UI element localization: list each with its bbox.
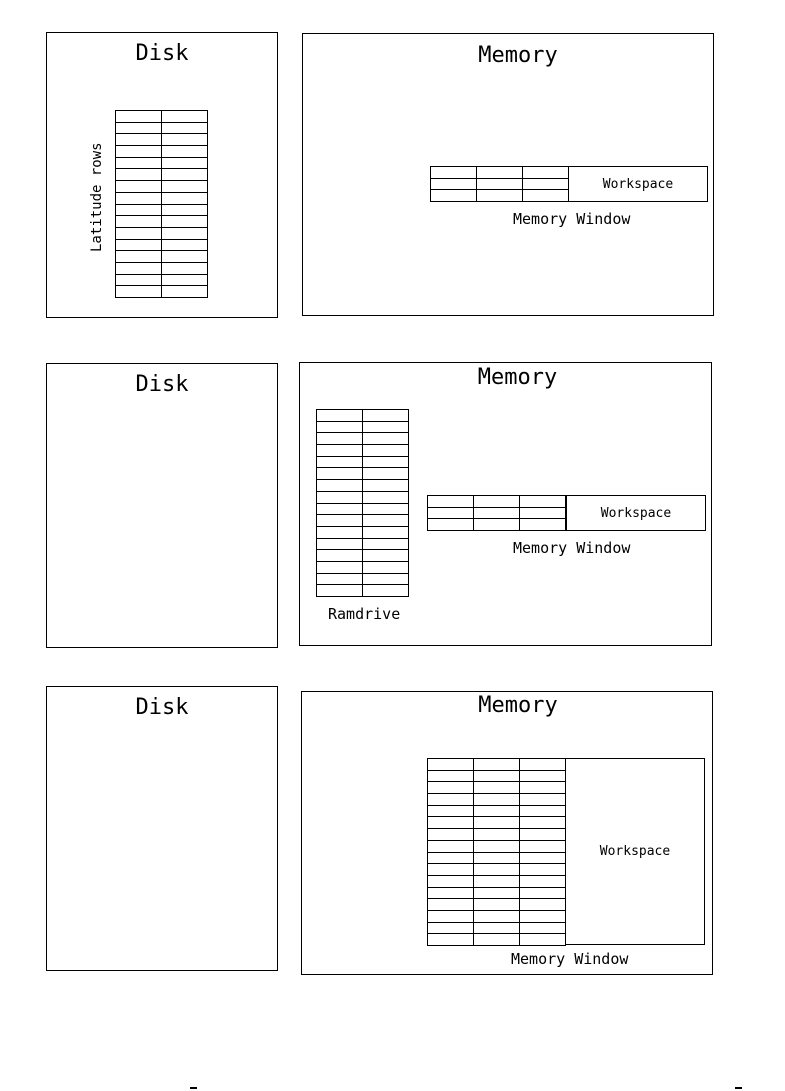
grid-cell bbox=[317, 585, 363, 597]
grid-row bbox=[116, 204, 208, 216]
grid-cell bbox=[162, 227, 208, 239]
grid-cell bbox=[317, 491, 363, 503]
disk-title-1: Disk bbox=[135, 41, 189, 66]
grid-cell bbox=[474, 507, 520, 519]
grid-row bbox=[317, 421, 409, 433]
grid-cell bbox=[474, 829, 520, 841]
memory-window-grid-3 bbox=[427, 758, 566, 946]
grid-cell bbox=[317, 573, 363, 585]
grid-cell bbox=[363, 421, 409, 433]
grid-cell bbox=[428, 496, 474, 508]
grid-cell bbox=[162, 134, 208, 146]
grid-cell bbox=[363, 433, 409, 445]
grid-row bbox=[317, 561, 409, 573]
grid-cell bbox=[474, 519, 520, 531]
grid-cell bbox=[363, 526, 409, 538]
grid-cell bbox=[116, 157, 162, 169]
memory-box-1 bbox=[302, 33, 714, 316]
grid-cell bbox=[162, 262, 208, 274]
grid-cell bbox=[116, 262, 162, 274]
grid-row bbox=[428, 519, 566, 531]
grid-cell bbox=[428, 910, 474, 922]
grid-row bbox=[317, 515, 409, 527]
grid-row bbox=[317, 585, 409, 597]
grid-row bbox=[317, 445, 409, 457]
grid-row bbox=[116, 274, 208, 286]
latitude-rows-label: Latitude rows bbox=[89, 142, 105, 252]
grid-cell bbox=[363, 445, 409, 457]
grid-row bbox=[428, 770, 566, 782]
grid-row bbox=[428, 875, 566, 887]
grid-cell bbox=[428, 887, 474, 899]
grid-cell bbox=[520, 507, 566, 519]
grid-row bbox=[428, 805, 566, 817]
grid-row bbox=[116, 216, 208, 228]
grid-row bbox=[317, 526, 409, 538]
grid-cell bbox=[116, 216, 162, 228]
ramdrive-label: Ramdrive bbox=[328, 605, 401, 623]
workspace-box-2 bbox=[566, 495, 706, 531]
grid-cell bbox=[363, 561, 409, 573]
grid-row bbox=[428, 934, 566, 946]
grid-cell bbox=[474, 805, 520, 817]
grid-cell bbox=[428, 899, 474, 911]
grid-cell bbox=[474, 794, 520, 806]
grid-cell bbox=[428, 922, 474, 934]
grid-cell bbox=[317, 480, 363, 492]
grid-row bbox=[431, 178, 569, 190]
grid-cell bbox=[523, 190, 569, 202]
grid-cell bbox=[363, 491, 409, 503]
grid-row bbox=[116, 262, 208, 274]
grid-cell bbox=[317, 561, 363, 573]
workspace-box-1 bbox=[568, 166, 708, 202]
grid-cell bbox=[428, 794, 474, 806]
memory-window-grid-2 bbox=[427, 495, 566, 531]
grid-cell bbox=[116, 111, 162, 123]
grid-row bbox=[116, 251, 208, 263]
grid-cell bbox=[428, 519, 474, 531]
grid-row bbox=[116, 134, 208, 146]
grid-cell bbox=[520, 864, 566, 876]
grid-cell bbox=[116, 239, 162, 251]
workspace-label-2: Workspace bbox=[600, 505, 672, 521]
disk-title-2: Disk bbox=[135, 372, 189, 397]
grid-cell bbox=[474, 899, 520, 911]
grid-cell bbox=[428, 829, 474, 841]
grid-row bbox=[116, 111, 208, 123]
grid-cell bbox=[363, 550, 409, 562]
grid-cell bbox=[162, 286, 208, 298]
grid-cell bbox=[317, 503, 363, 515]
latitude-rows-grid-1 bbox=[115, 110, 208, 298]
grid-cell bbox=[474, 910, 520, 922]
grid-row bbox=[428, 864, 566, 876]
grid-cell bbox=[474, 922, 520, 934]
memory-window-label-3: Memory Window bbox=[511, 950, 629, 968]
grid-row bbox=[116, 227, 208, 239]
grid-cell bbox=[474, 496, 520, 508]
grid-cell bbox=[474, 759, 520, 771]
grid-cell bbox=[162, 192, 208, 204]
grid-row bbox=[428, 852, 566, 864]
grid-cell bbox=[431, 190, 477, 202]
grid-row bbox=[431, 167, 569, 179]
grid-cell bbox=[317, 410, 363, 422]
grid-cell bbox=[162, 274, 208, 286]
grid-cell bbox=[317, 515, 363, 527]
ramdrive-grid bbox=[316, 409, 409, 597]
grid-row bbox=[428, 829, 566, 841]
grid-cell bbox=[477, 190, 523, 202]
grid-cell bbox=[520, 934, 566, 946]
grid-cell bbox=[116, 181, 162, 193]
grid-cell bbox=[162, 111, 208, 123]
grid-row bbox=[116, 146, 208, 158]
workspace-label-3: Workspace bbox=[599, 844, 671, 859]
grid-cell bbox=[116, 227, 162, 239]
grid-cell bbox=[428, 864, 474, 876]
grid-cell bbox=[162, 157, 208, 169]
grid-cell bbox=[523, 178, 569, 190]
grid-row bbox=[116, 181, 208, 193]
grid-cell bbox=[477, 167, 523, 179]
grid-row bbox=[317, 550, 409, 562]
grid-cell bbox=[520, 875, 566, 887]
grid-cell bbox=[520, 829, 566, 841]
grid-row bbox=[317, 410, 409, 422]
grid-cell bbox=[474, 934, 520, 946]
grid-cell bbox=[520, 496, 566, 508]
grid-cell bbox=[428, 817, 474, 829]
disk-box-1 bbox=[46, 32, 278, 318]
grid-cell bbox=[520, 852, 566, 864]
grid-cell bbox=[317, 421, 363, 433]
corner-mark-right bbox=[735, 1087, 742, 1089]
grid-row bbox=[116, 192, 208, 204]
grid-cell bbox=[474, 864, 520, 876]
grid-cell bbox=[428, 759, 474, 771]
grid-cell bbox=[474, 852, 520, 864]
memory-window-grid-1 bbox=[430, 166, 569, 202]
grid-cell bbox=[363, 480, 409, 492]
disk-box-3 bbox=[46, 686, 278, 971]
disk-title-3: Disk bbox=[135, 695, 189, 720]
grid-cell bbox=[363, 468, 409, 480]
grid-row bbox=[317, 433, 409, 445]
grid-row bbox=[116, 157, 208, 169]
grid-cell bbox=[428, 770, 474, 782]
grid-cell bbox=[116, 286, 162, 298]
grid-cell bbox=[428, 934, 474, 946]
grid-cell bbox=[520, 910, 566, 922]
memory-window-label-1: Memory Window bbox=[513, 210, 631, 228]
grid-cell bbox=[363, 410, 409, 422]
grid-cell bbox=[520, 805, 566, 817]
grid-row bbox=[428, 922, 566, 934]
workspace-label-1: Workspace bbox=[602, 176, 674, 192]
grid-row bbox=[431, 190, 569, 202]
grid-cell bbox=[474, 770, 520, 782]
grid-cell bbox=[520, 817, 566, 829]
grid-row bbox=[428, 507, 566, 519]
memory-title-3: Memory bbox=[478, 693, 558, 718]
grid-cell bbox=[363, 538, 409, 550]
grid-cell bbox=[162, 239, 208, 251]
grid-cell bbox=[162, 251, 208, 263]
grid-row bbox=[428, 817, 566, 829]
grid-cell bbox=[520, 519, 566, 531]
grid-cell bbox=[317, 538, 363, 550]
grid-cell bbox=[428, 805, 474, 817]
grid-cell bbox=[363, 585, 409, 597]
grid-row bbox=[428, 840, 566, 852]
grid-cell bbox=[162, 204, 208, 216]
grid-cell bbox=[520, 899, 566, 911]
grid-cell bbox=[363, 456, 409, 468]
grid-row bbox=[317, 491, 409, 503]
grid-row bbox=[317, 456, 409, 468]
grid-cell bbox=[520, 922, 566, 934]
grid-row bbox=[428, 887, 566, 899]
grid-cell bbox=[116, 122, 162, 134]
grid-cell bbox=[523, 167, 569, 179]
grid-cell bbox=[116, 134, 162, 146]
grid-row bbox=[428, 794, 566, 806]
grid-row bbox=[428, 910, 566, 922]
grid-cell bbox=[317, 433, 363, 445]
grid-cell bbox=[428, 840, 474, 852]
grid-cell bbox=[474, 887, 520, 899]
grid-cell bbox=[116, 169, 162, 181]
disk-box-2 bbox=[46, 363, 278, 648]
grid-cell bbox=[474, 875, 520, 887]
grid-cell bbox=[116, 192, 162, 204]
memory-box-2 bbox=[299, 362, 712, 646]
grid-cell bbox=[520, 782, 566, 794]
grid-cell bbox=[116, 204, 162, 216]
grid-cell bbox=[477, 178, 523, 190]
grid-cell bbox=[317, 445, 363, 457]
grid-cell bbox=[162, 122, 208, 134]
grid-cell bbox=[363, 573, 409, 585]
workspace-box-3 bbox=[565, 758, 705, 945]
grid-cell bbox=[520, 759, 566, 771]
grid-cell bbox=[474, 817, 520, 829]
grid-row bbox=[317, 573, 409, 585]
grid-cell bbox=[116, 251, 162, 263]
memory-title-2: Memory bbox=[477, 365, 558, 390]
grid-row bbox=[317, 503, 409, 515]
grid-cell bbox=[431, 167, 477, 179]
grid-cell bbox=[162, 216, 208, 228]
grid-cell bbox=[162, 146, 208, 158]
grid-cell bbox=[428, 782, 474, 794]
memory-title-1: Memory bbox=[478, 43, 558, 68]
grid-cell bbox=[474, 840, 520, 852]
grid-cell bbox=[431, 178, 477, 190]
memory-window-label-2: Memory Window bbox=[513, 539, 631, 557]
grid-row bbox=[428, 759, 566, 771]
memory-box-3 bbox=[301, 691, 713, 975]
grid-cell bbox=[363, 503, 409, 515]
grid-cell bbox=[317, 468, 363, 480]
grid-row bbox=[116, 122, 208, 134]
grid-row bbox=[116, 286, 208, 298]
grid-cell bbox=[474, 782, 520, 794]
grid-cell bbox=[363, 515, 409, 527]
grid-cell bbox=[317, 550, 363, 562]
grid-cell bbox=[520, 887, 566, 899]
grid-row bbox=[428, 782, 566, 794]
grid-cell bbox=[116, 146, 162, 158]
grid-row bbox=[428, 899, 566, 911]
grid-cell bbox=[520, 770, 566, 782]
grid-cell bbox=[116, 274, 162, 286]
grid-row bbox=[317, 480, 409, 492]
corner-mark-left bbox=[190, 1087, 197, 1089]
grid-cell bbox=[520, 840, 566, 852]
grid-row bbox=[116, 169, 208, 181]
grid-cell bbox=[520, 794, 566, 806]
grid-row bbox=[317, 468, 409, 480]
grid-cell bbox=[162, 181, 208, 193]
grid-cell bbox=[162, 169, 208, 181]
grid-cell bbox=[317, 456, 363, 468]
grid-cell bbox=[428, 507, 474, 519]
grid-cell bbox=[317, 526, 363, 538]
grid-row bbox=[317, 538, 409, 550]
grid-cell bbox=[428, 875, 474, 887]
grid-row bbox=[428, 496, 566, 508]
grid-cell bbox=[428, 852, 474, 864]
grid-row bbox=[116, 239, 208, 251]
